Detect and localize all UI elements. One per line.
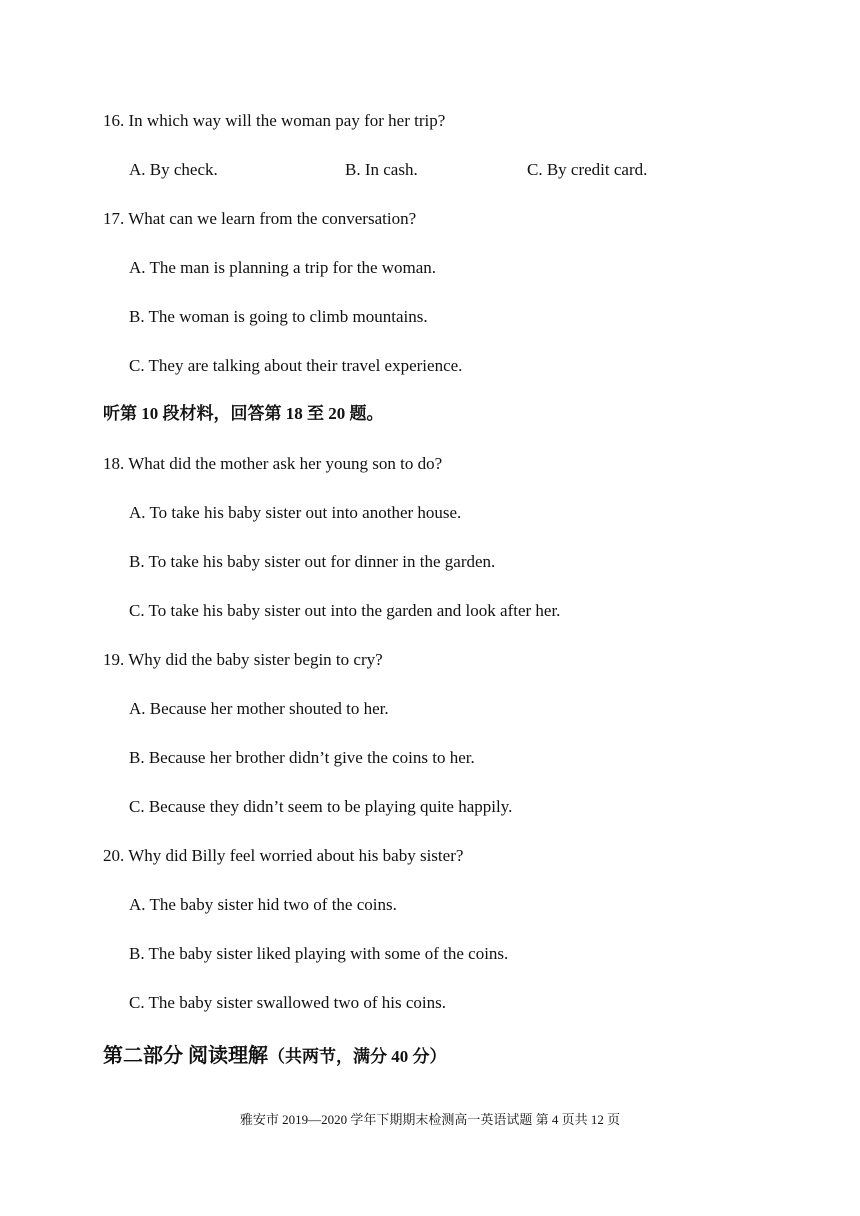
option-c: C. To take his baby sister out into the garden and look after her.	[129, 601, 561, 620]
option-a: A. The man is planning a trip for the woman.	[129, 258, 437, 277]
option-a: A. Because her mother shouted to her.	[129, 699, 389, 718]
option-a: A. By check.	[129, 160, 218, 179]
question-text: 19. Why did the baby sister begin to cry?	[103, 650, 383, 669]
question-text: 16. In which way will the woman pay for her trip?	[103, 111, 446, 130]
question-text: 18. What did the mother ask her young son to do?	[103, 454, 443, 473]
option-a: A. The baby sister hid two of the coins.	[129, 895, 397, 914]
option-c: C. Because they didn’t seem to be playing quite happily.	[129, 797, 513, 816]
option-b: B. The baby sister liked playing with some of the coins.	[129, 944, 509, 963]
part-heading	[103, 1044, 447, 1069]
option-b: B. Because her brother didn’t give the coins to her.	[129, 748, 475, 767]
part-subtitle: （共两节，满分 40 分）	[268, 1047, 447, 1066]
section-heading: 听第 10 段材料，回答第 18 至 20 题。	[103, 404, 384, 423]
option-c: C. The baby sister swallowed two of his coins.	[129, 993, 446, 1012]
option-a: A. To take his baby sister out into another house.	[129, 503, 462, 522]
question-text: 17. What can we learn from the conversation?	[103, 209, 417, 228]
question-text: 20. Why did Billy feel worried about his baby sister?	[103, 846, 464, 865]
option-b: B. In cash.	[345, 160, 418, 179]
part-title: 第二部分 阅读理解	[103, 1045, 268, 1067]
page-footer: 雅安市 2019—2020 学年下期期末检测高一英语试题 第 4 页共 12 页	[239, 1112, 621, 1127]
option-c: C. They are talking about their travel experience.	[129, 356, 463, 375]
option-b: B. The woman is going to climb mountains.	[129, 307, 428, 326]
option-c: C. By credit card.	[527, 160, 648, 179]
option-b: B. To take his baby sister out for dinner in the garden.	[129, 552, 496, 571]
